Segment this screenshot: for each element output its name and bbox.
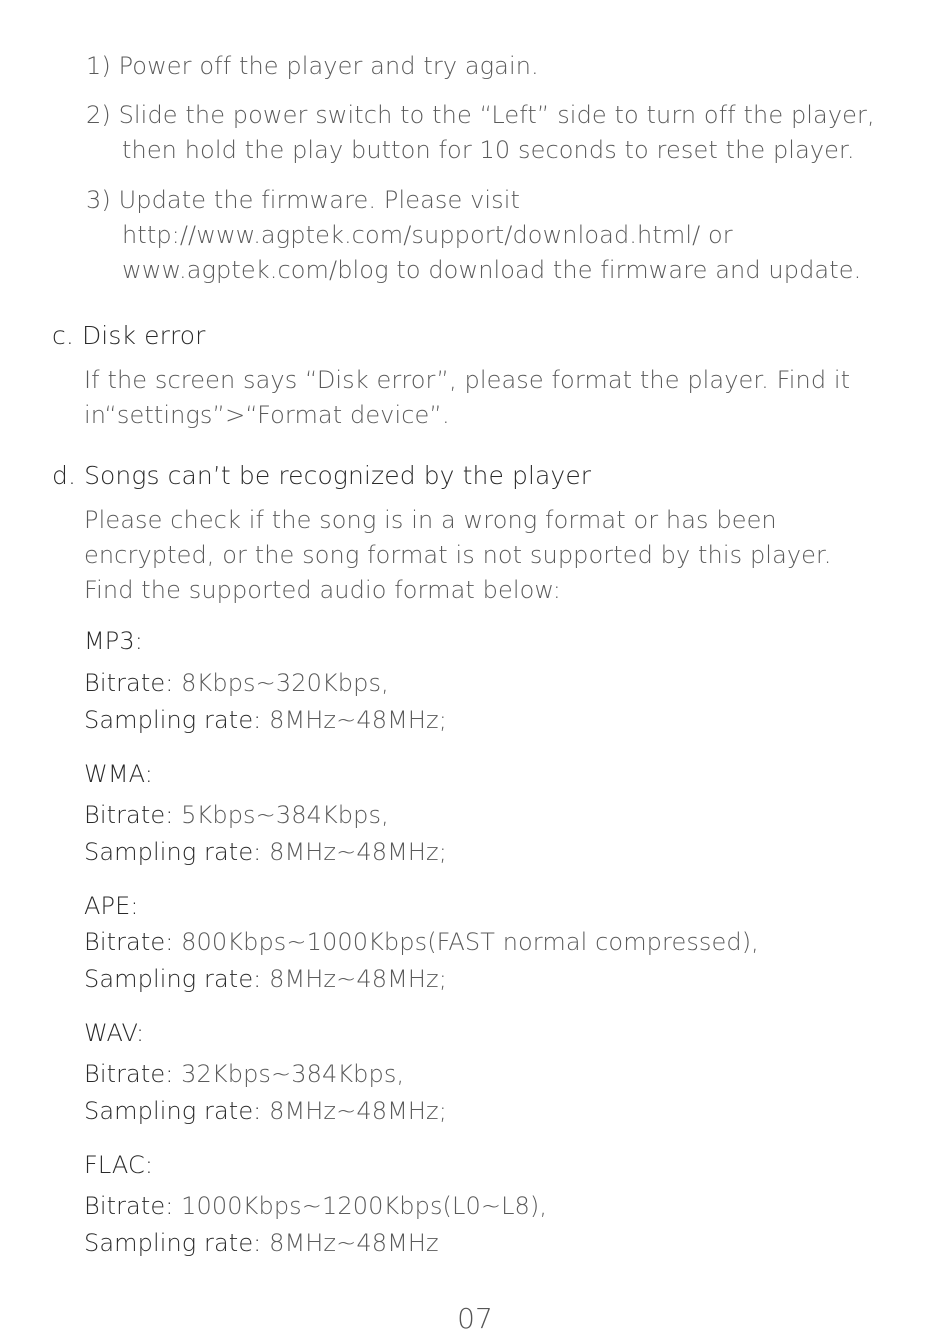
step-text: Power off the player and try again.: [118, 52, 539, 80]
step-number: 1): [86, 52, 111, 80]
step-2-continued: then hold the play button for 10 seconds to reset the player.: [122, 136, 855, 164]
section-d-heading: d. Songs can’t be recognized by the player: [52, 461, 592, 490]
bitrate-label: Bitrate:: [84, 928, 174, 956]
section-d-text-3: Find the supported audio format below:: [84, 576, 561, 604]
format-mp3-sampling: [84, 703, 447, 737]
section-c-text-1: If the screen says “Disk error”, please format the player. Find it: [84, 366, 851, 394]
sampling-value: 8MHz~48MHz: [269, 1229, 439, 1257]
section-c-text-2: in“settings”>“Format device”.: [84, 401, 450, 429]
format-flac-name: FLAC:: [84, 1151, 154, 1179]
section-c-heading: c. Disk error: [52, 321, 206, 350]
sampling-value: 8MHz~48MHz;: [269, 1097, 447, 1125]
format-wma-name: WMA:: [84, 760, 153, 788]
format-wma-sampling: [84, 835, 447, 869]
format-mp3-bitrate: [84, 666, 389, 700]
format-flac-sampling: [84, 1226, 439, 1260]
sampling-label: Sampling rate:: [84, 965, 262, 993]
format-ape-name: APE:: [84, 892, 139, 920]
firmware-link-line: http://www.agptek.com/support/download.html/ or: [122, 221, 733, 249]
section-d-text-2: encrypted, or the song format is not supported by this player.: [84, 541, 832, 569]
step-text: Slide the power switch to the “Left” side to turn off the player,: [118, 101, 875, 129]
bitrate-value: 800Kbps~1000Kbps(FAST normal compressed),: [181, 928, 759, 956]
format-ape-sampling: [84, 962, 447, 996]
sampling-value: 8MHz~48MHz;: [269, 965, 447, 993]
format-wav-bitrate: [84, 1057, 404, 1091]
blog-link-line: www.agptek.com/blog to download the firmware and update.: [122, 256, 862, 284]
sampling-label: Sampling rate:: [84, 838, 262, 866]
sampling-label: Sampling rate:: [84, 1097, 262, 1125]
format-wav-name: WAV:: [84, 1019, 145, 1047]
sampling-label: Sampling rate:: [84, 1229, 262, 1257]
format-flac-bitrate: [84, 1189, 547, 1223]
bitrate-label: Bitrate:: [84, 1192, 174, 1220]
bitrate-label: Bitrate:: [84, 801, 174, 829]
format-wma-bitrate: [84, 798, 389, 832]
step-text: Update the firmware. Please visit: [118, 186, 521, 214]
step-number: 3): [86, 186, 111, 214]
section-d-text-1: Please check if the song is in a wrong format or has been: [84, 506, 777, 534]
sampling-value: 8MHz~48MHz;: [269, 706, 447, 734]
bitrate-value: 1000Kbps~1200Kbps(L0~L8),: [181, 1192, 548, 1220]
bitrate-value: 32Kbps~384Kbps,: [181, 1060, 405, 1088]
step-number: 2): [86, 101, 111, 129]
bitrate-value: 5Kbps~384Kbps,: [181, 801, 389, 829]
step-2: [86, 98, 875, 132]
sampling-value: 8MHz~48MHz;: [269, 838, 447, 866]
page-number: 07: [457, 1302, 493, 1335]
bitrate-label: Bitrate:: [84, 669, 174, 697]
bitrate-label: Bitrate:: [84, 1060, 174, 1088]
format-mp3-name: MP3:: [84, 627, 143, 655]
step-3: [86, 183, 520, 217]
step-1: [86, 49, 539, 83]
format-wav-sampling: [84, 1094, 447, 1128]
sampling-label: Sampling rate:: [84, 706, 262, 734]
bitrate-value: 8Kbps~320Kbps,: [181, 669, 389, 697]
format-ape-bitrate: [84, 925, 759, 959]
